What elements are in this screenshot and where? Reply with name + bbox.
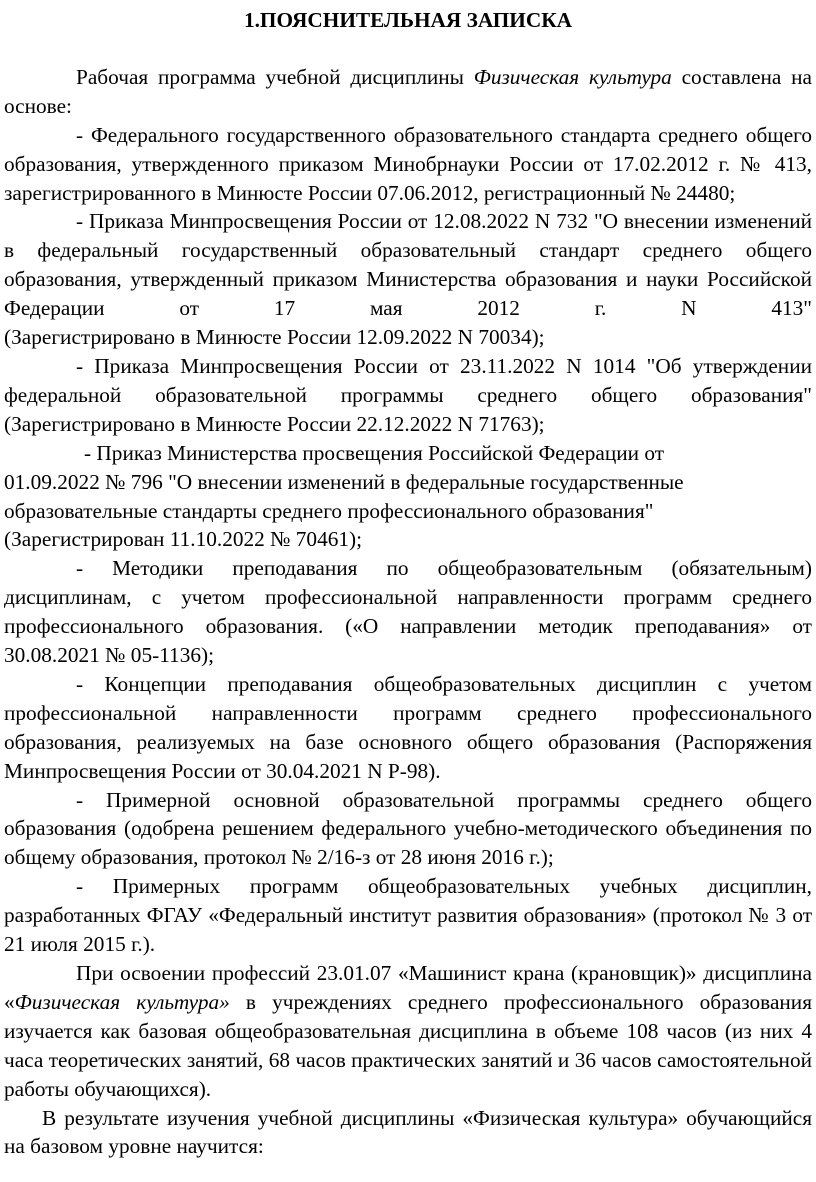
mastering-text-start: При освоении профессий 23.01.07 «Машинист крана (крановщик)» дисциплина « <box>4 961 812 1014</box>
order-796-line-4: (Зарегистрирован 11.10.2022 № 70461); <box>4 527 363 552</box>
intro-text-start: Рабочая программа учебной дисциплины <box>76 64 474 89</box>
basis-item-order-732: - Приказа Минпросвещения России от 12.08.2022 N 732 "О внесении изменений в федеральный государственный образовательный стандарт среднего общего образования, утвержденный приказом Министерства образования и науки Российской Федерации от 17 мая 2012 г. N 413" <box>4 209 812 321</box>
intro-paragraph <box>4 63 812 121</box>
basis-item-concept: - Концепции преподавания общеобразовательных дисциплин с учетом профессиональной направленности программ среднего профессионального образования, реализуемых на базе основного общего образования (Распоряжения Минпросвещения России от 30.04.2021 N Р-98). <box>4 671 812 783</box>
basis-item-order-732-registration: (Зарегистрировано в Минюсте России 12.09.2022 N 70034); <box>4 325 545 350</box>
basis-item-order-796 <box>4 439 812 555</box>
document-title: 1.ПОЯСНИТЕЛЬНАЯ ЗАПИСКА <box>243 8 573 32</box>
basis-item-sample-programs-fgau: - Примерных программ общеобразовательных учебных дисциплин, разработанных ФГАУ «Федеральный институт развития образования» (протокол № 3 от 21 июля 2015 г.). <box>4 874 812 957</box>
result-paragraph: В результате изучения учебной дисциплины «Физическая культура» обучающийся на базовом уровне научится: <box>4 1105 812 1159</box>
mastering-paragraph <box>4 959 812 1104</box>
intro-text-end: составлена на основе: <box>4 64 812 118</box>
order-796-line-1: - Приказ Министерства просвещения Российской Федерации от <box>84 440 665 465</box>
basis-item-methods: - Методики преподавания по общеобразовательным (обязательным) дисциплинам, с учетом профессиональной направленности программ среднего профессионального образования. («О направлении методик преподавания» от 30.08.2021 № 05-1136); <box>4 556 812 668</box>
order-796-line-3: образовательные стандарты среднего профессионального образования" <box>4 498 654 523</box>
basis-item-order-1014: - Приказа Минпросвещения России от 23.11.2022 N 1014 "Об утверждении федеральной образовательной программы среднего общего образования" (Зарегистрировано в Минюсте России 22.12.2022 N 71763); <box>4 353 812 436</box>
discipline-name: Физическая культура <box>473 64 672 89</box>
order-796-line-2: 01.09.2022 № 796 "О внесении изменений в федеральные государственные <box>4 469 684 494</box>
basis-item-sample-program: - Примерной основной образовательной программы среднего общего образования (одобрена решением федерального учебно-методического объединения по общему образования, протокол № 2/16-з от 28 июня 2016 г.); <box>4 787 812 870</box>
mastering-text-end: в учреждениях среднего профессионального образования изучается как базовая общеобразовательная дисциплина в объеме 108 часов (из них 4 часа теоретических занятий, 68 часов практических занятий и 36 часов самостоятельной работы обучающихся). <box>4 989 812 1101</box>
mastering-discipline-name: Физическая культура» <box>14 989 230 1014</box>
basis-item-fgos: - Федерального государственного образовательного стандарта среднего общего образования, утвержденного приказом Минобрнауки России от 17.02.2012 г. № 413, зарегистрированного в Минюсте России 07.06.2012, регистрационный № 24480; <box>4 122 812 205</box>
